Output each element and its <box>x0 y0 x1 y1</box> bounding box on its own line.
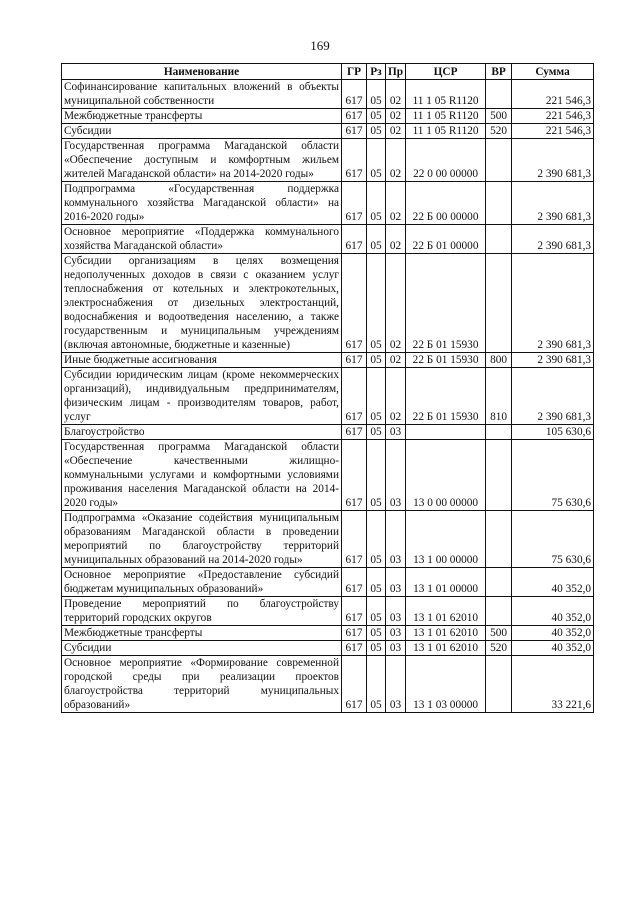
row-pr: 03 <box>386 597 406 626</box>
row-sum: 2 390 681,3 <box>512 225 594 254</box>
row-rz: 05 <box>367 225 386 254</box>
row-pr: 03 <box>386 568 406 597</box>
row-vr: 800 <box>486 353 512 368</box>
table-row <box>62 626 594 641</box>
header-pr: Пр <box>386 64 406 80</box>
row-gr: 617 <box>342 225 367 254</box>
row-gr: 617 <box>342 656 367 713</box>
row-pr: 02 <box>386 80 406 109</box>
row-pr: 03 <box>386 641 406 656</box>
row-vr <box>486 139 512 182</box>
header-sum: Сумма <box>512 64 594 80</box>
table-row <box>62 139 594 182</box>
row-rz: 05 <box>367 80 386 109</box>
row-name: Основное мероприятие «Формирование современной городской среды при реализации проектов благоустройства территорий муниципальных образований» <box>62 656 342 713</box>
row-vr: 500 <box>486 626 512 641</box>
row-vr <box>486 568 512 597</box>
row-pr: 03 <box>386 626 406 641</box>
row-name: Субсидии юридическим лицам (кроме некоммерческих организаций), индивидуальным предпринимателям, физическим лицам - производителям товаров, работ, услуг <box>62 368 342 425</box>
row-sum: 221 546,3 <box>512 124 594 139</box>
row-gr: 617 <box>342 511 367 568</box>
row-rz: 05 <box>367 656 386 713</box>
table-row <box>62 353 594 368</box>
row-sum: 40 352,0 <box>512 597 594 626</box>
row-gr: 617 <box>342 568 367 597</box>
row-pr: 03 <box>386 656 406 713</box>
row-csr: 13 1 01 62010 <box>406 597 486 626</box>
row-gr: 617 <box>342 80 367 109</box>
row-vr <box>486 656 512 713</box>
table-row <box>62 440 594 511</box>
row-pr: 02 <box>386 182 406 225</box>
row-sum: 2 390 681,3 <box>512 254 594 353</box>
row-vr <box>486 597 512 626</box>
row-vr <box>486 225 512 254</box>
table-body <box>62 80 594 713</box>
header-name: Наименование <box>62 64 342 80</box>
row-sum: 40 352,0 <box>512 626 594 641</box>
table-row <box>62 641 594 656</box>
row-name: Проведение мероприятий по благоустройству территорий городских округов <box>62 597 342 626</box>
row-name: Субсидии <box>62 641 342 656</box>
row-pr: 02 <box>386 254 406 353</box>
row-sum: 221 546,3 <box>512 109 594 124</box>
row-vr <box>486 80 512 109</box>
row-rz: 05 <box>367 597 386 626</box>
row-csr: 13 1 00 00000 <box>406 511 486 568</box>
row-name: Субсидии организациям в целях возмещения недополученных доходов в связи с оказанием услуг теплоснабжения от котельных и электрокотельных, электроснабжения от дизельных электростанций, водоснабжения и водоотведения населению, а также государственным и муниципальным учреждениям (включая автономные, бюджетные и казенные) <box>62 254 342 353</box>
table-row <box>62 511 594 568</box>
row-rz: 05 <box>367 124 386 139</box>
row-pr: 02 <box>386 109 406 124</box>
row-gr: 617 <box>342 597 367 626</box>
page-number: 169 <box>310 38 330 53</box>
row-rz: 05 <box>367 368 386 425</box>
row-pr: 03 <box>386 511 406 568</box>
row-gr: 617 <box>342 626 367 641</box>
table-row <box>62 425 594 440</box>
row-vr <box>486 440 512 511</box>
row-rz: 05 <box>367 182 386 225</box>
table-row <box>62 225 594 254</box>
row-rz: 05 <box>367 109 386 124</box>
row-pr: 02 <box>386 225 406 254</box>
row-vr <box>486 511 512 568</box>
table-row <box>62 124 594 139</box>
table-row <box>62 597 594 626</box>
row-csr: 22 Б 01 15930 <box>406 368 486 425</box>
row-rz: 05 <box>367 353 386 368</box>
row-name: Софинансирование капитальных вложений в объекты муниципальной собственности <box>62 80 342 109</box>
row-csr: 11 1 05 R1120 <box>406 124 486 139</box>
row-sum: 75 630,6 <box>512 511 594 568</box>
table-row <box>62 254 594 353</box>
header-row <box>62 64 594 80</box>
row-name: Межбюджетные трансферты <box>62 109 342 124</box>
row-gr: 617 <box>342 124 367 139</box>
row-sum: 33 221,6 <box>512 656 594 713</box>
row-csr: 22 Б 01 15930 <box>406 353 486 368</box>
table-row <box>62 568 594 597</box>
table-row <box>62 368 594 425</box>
row-csr <box>406 425 486 440</box>
row-name: Субсидии <box>62 124 342 139</box>
row-pr: 03 <box>386 425 406 440</box>
row-rz: 05 <box>367 568 386 597</box>
row-csr: 22 Б 01 15930 <box>406 254 486 353</box>
row-csr: 11 1 05 R1120 <box>406 109 486 124</box>
row-name: Подпрограмма «Оказание содействия муниципальным образованиям Магаданской области в проведении мероприятий по благоустройству территорий муниципальных образований на 2014-2020 годы» <box>62 511 342 568</box>
row-sum: 2 390 681,3 <box>512 353 594 368</box>
row-gr: 617 <box>342 109 367 124</box>
header-gr: ГР <box>342 64 367 80</box>
row-name: Подпрограмма «Государственная поддержка коммунального хозяйства Магаданской области» на 2016-2020 годы» <box>62 182 342 225</box>
row-csr: 13 1 03 00000 <box>406 656 486 713</box>
row-sum: 2 390 681,3 <box>512 182 594 225</box>
row-pr: 02 <box>386 353 406 368</box>
row-rz: 05 <box>367 626 386 641</box>
header-csr: ЦСР <box>406 64 486 80</box>
table-row <box>62 109 594 124</box>
table-row <box>62 182 594 225</box>
row-name: Иные бюджетные ассигнования <box>62 353 342 368</box>
row-pr: 02 <box>386 368 406 425</box>
row-gr: 617 <box>342 182 367 225</box>
row-pr: 03 <box>386 440 406 511</box>
row-rz: 05 <box>367 254 386 353</box>
row-rz: 05 <box>367 139 386 182</box>
row-csr: 13 1 01 62010 <box>406 641 486 656</box>
row-sum: 40 352,0 <box>512 568 594 597</box>
row-vr <box>486 182 512 225</box>
row-sum: 2 390 681,3 <box>512 139 594 182</box>
row-sum: 105 630,6 <box>512 425 594 440</box>
row-vr: 500 <box>486 109 512 124</box>
row-name: Основное мероприятие «Поддержка коммунального хозяйства Магаданской области» <box>62 225 342 254</box>
row-rz: 05 <box>367 641 386 656</box>
table-row <box>62 80 594 109</box>
row-name: Благоустройство <box>62 425 342 440</box>
row-pr: 02 <box>386 139 406 182</box>
row-vr <box>486 254 512 353</box>
table-row <box>62 656 594 713</box>
row-rz: 05 <box>367 440 386 511</box>
header-vr: ВР <box>486 64 512 80</box>
header-rz: Рз <box>367 64 386 80</box>
row-gr: 617 <box>342 641 367 656</box>
row-name: Основное мероприятие «Предоставление субсидий бюджетам муниципальных образований» <box>62 568 342 597</box>
row-sum: 221 546,3 <box>512 80 594 109</box>
row-gr: 617 <box>342 440 367 511</box>
row-csr: 22 Б 00 00000 <box>406 182 486 225</box>
row-rz: 05 <box>367 425 386 440</box>
row-csr: 22 0 00 00000 <box>406 139 486 182</box>
row-name: Межбюджетные трансферты <box>62 626 342 641</box>
row-vr: 520 <box>486 124 512 139</box>
row-sum: 40 352,0 <box>512 641 594 656</box>
budget-table <box>61 63 594 713</box>
row-csr: 11 1 05 R1120 <box>406 80 486 109</box>
row-gr: 617 <box>342 425 367 440</box>
row-vr: 520 <box>486 641 512 656</box>
row-name: Государственная программа Магаданской области «Обеспечение доступным и комфортным жильем жителей Магаданской области» на 2014-2020 годы» <box>62 139 342 182</box>
row-name: Государственная программа Магаданской области «Обеспечение качественными жилищно-коммунальными услугами и комфортными условиями проживания населения Магаданской области на 2014-2020 годы» <box>62 440 342 511</box>
row-csr: 13 1 01 62010 <box>406 626 486 641</box>
row-vr: 810 <box>486 368 512 425</box>
row-sum: 2 390 681,3 <box>512 368 594 425</box>
row-csr: 13 1 01 00000 <box>406 568 486 597</box>
row-gr: 617 <box>342 254 367 353</box>
row-csr: 13 0 00 00000 <box>406 440 486 511</box>
row-rz: 05 <box>367 511 386 568</box>
row-gr: 617 <box>342 139 367 182</box>
row-gr: 617 <box>342 353 367 368</box>
row-gr: 617 <box>342 368 367 425</box>
row-csr: 22 Б 01 00000 <box>406 225 486 254</box>
row-sum: 75 630,6 <box>512 440 594 511</box>
row-vr <box>486 425 512 440</box>
row-pr: 02 <box>386 124 406 139</box>
